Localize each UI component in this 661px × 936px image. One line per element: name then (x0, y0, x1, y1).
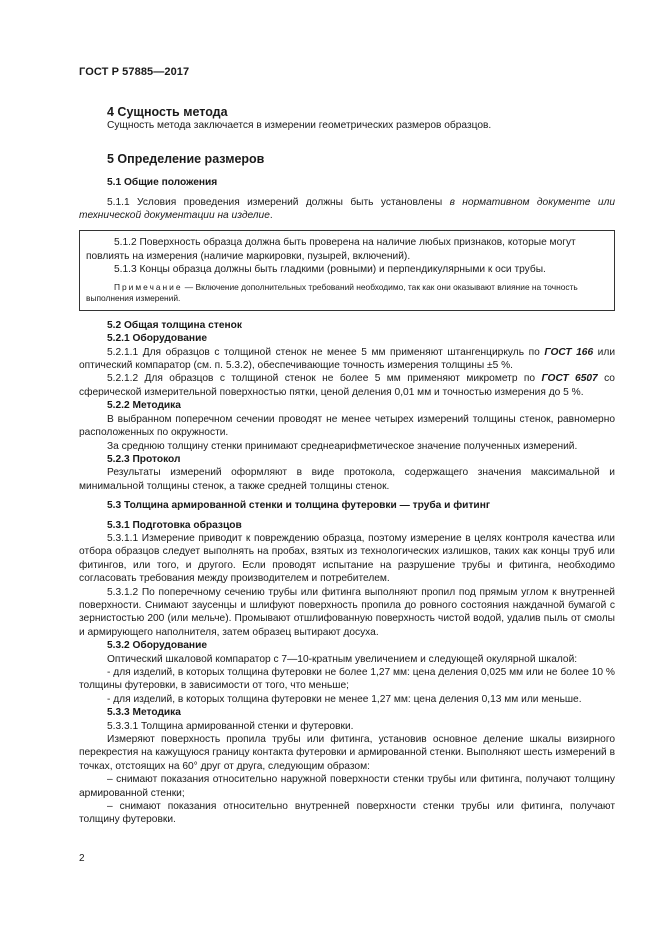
paragraph-5-3-3-1-c: – снимают показания относительно внутренней поверхности стенки трубы или фитинга, получают толщину футеровки. (79, 801, 615, 826)
section-5-3-title: 5.3 Толщина армированной стенки и толщина футеровки — труба и фитинг (107, 500, 491, 512)
paragraph-5-1-1-text: 5.1.1 Условия проведения измерений должны быть установлены (107, 196, 450, 208)
paragraph-5-1-2: 5.1.2 Поверхность образца должна быть проверена на наличие любых признаков, которые могут повлиять на измерения (наличие маркировки, пузырей, включений). (86, 237, 576, 262)
section-5-title: 5 Определение размеров (107, 151, 265, 166)
paragraph-5-2-1-2-text: 5.2.1.2 Для образцов с толщиной стенок не более 5 мм применяют микрометр по (107, 373, 542, 385)
section-5-3-3-title: 5.3.3 Методика (107, 707, 181, 719)
gost-166-ref: ГОСТ 166 (544, 346, 594, 358)
paragraph-5-3-1-2: 5.3.1.2 По поперечному сечению трубы или фитинга выполняют пропил под прямым углом к внутренней поверхности. Снимают заусенцы и шлифуют поверхность пропила до ровного состояния наждачной бумагой с зернистостью 200 (или мельче). Промывают отшлифованную поверхность чистой водой, удалив пыль от смолы и армирующего наполнителя, затем образец вытирают досуха. (79, 586, 615, 638)
page-number: 2 (79, 853, 85, 864)
paragraph-5-2-1-1 (79, 346, 615, 373)
paragraph-5-2-2-b: За среднюю толщину стенки принимают среднеарифметическое значение полученных измерений. (107, 440, 578, 452)
section-5-3-1-title: 5.3.1 Подготовка образцов (107, 519, 242, 531)
section-5-2-1-title: 5.2.1 Оборудование (107, 333, 207, 345)
framed-block (79, 230, 615, 310)
section-5-1-title: 5.1 Общие положения (107, 177, 218, 189)
paragraph-5-1-3: 5.1.3 Концы образца должны быть гладкими (ровными) и перпендикулярными к оси трубы. (114, 264, 546, 276)
paragraph-5-3-3-1-b: – снимают показания относительно наружной поверхности стенки трубы или фитинга, получают толщину армированной стенки; (79, 774, 615, 799)
document-header: ГОСТ Р 57885—2017 (79, 66, 190, 78)
paragraph-5-3-1-1: 5.3.1.1 Измерение приводит к повреждению образца, поэтому измерение в целях контроля качества или отбора образцов следует выполнять на пробах, взятых из технологических излишков, таких как концы труб или фитингов, или того, и другого. Если проводят испытание на разрушение трубы и фитинга, необходимо согласовать требования между производителем и потребителем. (79, 532, 615, 585)
paragraph-5-2-3: Результаты измерений оформляют в виде протокола, содержащего значения максимальной и минимальной толщины стенок, а также средней толщины стенок. (79, 467, 615, 492)
gost-6507-ref: ГОСТ 6507 (541, 373, 598, 385)
paragraph-5-3-3-1-a: Измеряют поверхность пропила трубы или фитинга, установив основное деление шкалы визирного перекрестия на кажущуюся границу контакта футеровки и армированной стенки. Выполняют шесть измерений в точках, отстоящих на 60° друг от друга, следующим образом: (79, 734, 615, 772)
section-5-3-2-title: 5.3.2 Оборудование (107, 640, 207, 652)
paragraph-5-2-1-1-text: 5.2.1.1 Для образцов с толщиной стенок не менее 5 мм применяют штангенциркуль по (107, 346, 545, 358)
note-text: — Включение дополнительных требований необходимо, так как они оказывают влияние на точность выполнения измерений. (86, 281, 578, 304)
paragraph-5-3-2-a: Оптический шкаловой компаратор с 7—10-кратным увеличением и следующей окулярной шкалой: (107, 653, 578, 665)
note-label: Примечание (114, 281, 183, 292)
paragraph-5-3-2-b: - для изделий, в которых толщина футеровки не более 1,27 мм: цена деления 0,025 мм или не более 10 % толщины футеровки, в зависимости от того, что меньше; (79, 667, 615, 692)
note (86, 282, 608, 305)
section-4-body: Сущность метода заключается в измерении геометрических размеров образцов. (107, 120, 492, 132)
paragraph-5-2-1-1-end: или оптический компаратор (см. п. 5.3.2), обеспечивающие точность измерения толщины ±5 %. (79, 346, 616, 372)
paragraph-5-2-1-2-end: со сферической измерительной поверхностью пятки, ценой деления 0,01 мм и точностью измерения до 5 %. (79, 373, 615, 398)
section-4-title: 4 Сущность метода (107, 105, 228, 119)
document-body (79, 96, 615, 827)
paragraph-5-1-1-end: . (269, 210, 273, 222)
paragraph-5-3-2-c: - для изделий, в которых толщина футеровки не менее 1,27 мм: цена деления 0,13 мм или меньше. (107, 693, 582, 705)
paragraph-5-2-2-a: В выбранном поперечном сечении проводят не менее четырех измерений толщины стенок, равномерно расположенных по окружности. (79, 413, 615, 439)
section-5-2-title: 5.2 Общая толщина стенок (107, 319, 242, 331)
paragraph-5-1-1-italic: в нормативном документе или технической документации на изделие (79, 196, 615, 222)
paragraph-5-3-3-1: 5.3.3.1 Толщина армированной стенки и футеровки. (107, 720, 354, 732)
paragraph-5-2-1-2 (79, 372, 615, 399)
section-5-2-3-title: 5.2.3 Протокол (107, 453, 181, 465)
section-5-2-2-title: 5.2.2 Методика (107, 400, 181, 412)
paragraph-5-1-1 (79, 196, 615, 223)
